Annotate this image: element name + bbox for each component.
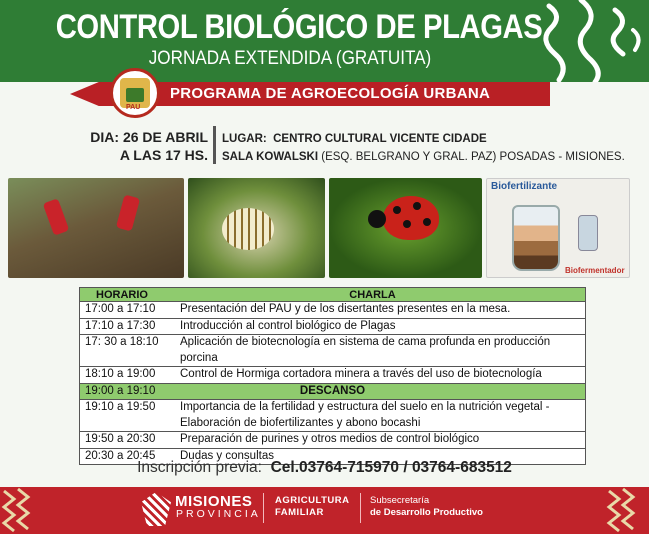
table-row xyxy=(80,432,585,449)
cell-time: 19:10 a 19:50 xyxy=(85,401,156,413)
event-place-block xyxy=(222,130,625,166)
footer-subsecretaria xyxy=(370,495,483,519)
program-title: PROGRAMA DE AGROECOLOGÍA URBANA xyxy=(170,85,491,102)
gas-bottle-icon xyxy=(578,215,598,251)
footer-sub-line2: de Desarrollo Productivo xyxy=(370,507,483,518)
footer-divider xyxy=(263,493,264,523)
photo-farm-workers xyxy=(8,178,184,278)
table-row xyxy=(80,335,585,367)
cell-talk: Control de Hormiga cortadora minera a través del uso de biotecnología xyxy=(180,368,542,380)
col-header-talk: CHARLA xyxy=(349,289,396,301)
ladybug-head-icon xyxy=(368,210,386,228)
event-date: DIA: 26 DE ABRIL xyxy=(90,129,208,145)
fermenter-jar-icon xyxy=(512,205,560,271)
col-header-time: HORARIO xyxy=(96,289,148,301)
cell-time: 18:10 a 19:00 xyxy=(85,368,156,380)
event-time: A LAS 17 HS. xyxy=(119,147,208,163)
registration-info xyxy=(0,459,649,477)
place-name: CENTRO CULTURAL VICENTE CIDADE xyxy=(273,133,487,145)
cell-time: 17:10 a 17:30 xyxy=(85,319,156,332)
registration-label: Inscripción previa: xyxy=(137,459,262,476)
table-row xyxy=(80,367,585,384)
footer-org: MISIONES xyxy=(175,493,253,510)
footer-dept-line2: FAMILIAR xyxy=(275,507,324,518)
schedule-table xyxy=(79,287,586,465)
table-row-break xyxy=(80,384,585,401)
footer-divider xyxy=(360,493,361,523)
footer-org-sub: PROVINCIA xyxy=(176,508,261,520)
ladybug-icon xyxy=(383,196,439,240)
footer-dept xyxy=(275,495,349,519)
cell-time: 20:30 a 20:45 xyxy=(85,449,156,462)
table-row xyxy=(80,400,585,432)
event-date-block xyxy=(80,128,208,164)
table-header xyxy=(80,288,585,302)
cell-time: 19:00 a 19:10 xyxy=(85,384,156,397)
cell-talk: Dudas y consultas xyxy=(180,449,274,462)
cell-talk: Presentación del PAU y de los disertantes presentes en la mesa. xyxy=(180,303,511,315)
diagram-label: Biofermentador xyxy=(565,266,625,275)
cell-time: 17: 30 a 18:10 xyxy=(85,336,159,348)
table-row xyxy=(80,302,585,319)
place-label: LUGAR: xyxy=(222,133,267,145)
diagram-title: Biofertilizante xyxy=(491,181,558,192)
footer-sub-line1: Subsecretaría xyxy=(370,495,430,506)
registration-phones: Cel.03764-715970 / 03764-683512 xyxy=(270,459,512,476)
footer-dept-line1: AGRICULTURA xyxy=(275,495,350,506)
cell-time: 19:50 a 20:30 xyxy=(85,433,156,445)
cell-talk: Importancia de la fertilidad y estructura del suelo en la nutrición vegetal - Elaboración de biofertilizantes y abono bocashi xyxy=(180,401,550,429)
address: (ESQ. BELGRANO Y GRAL. PAZ) POSADAS - MISIONES. xyxy=(321,151,625,163)
cell-talk: DESCANSO xyxy=(299,384,366,397)
table-row xyxy=(80,319,585,336)
cell-talk: Introducción al control biológico de Plagas xyxy=(180,319,396,332)
room-name: SALA KOWALSKI xyxy=(222,151,319,163)
zigzag-decoration-icon xyxy=(605,487,641,534)
page-subtitle: JORNADA EXTENDIDA (GRATUITA) xyxy=(148,48,432,69)
page-title: CONTROL BIOLÓGICO DE PLAGAS xyxy=(55,8,543,46)
cell-time: 17:00 a 17:10 xyxy=(85,303,156,315)
decorative-swirl-icon xyxy=(529,0,649,82)
zigzag-decoration-icon xyxy=(0,487,36,534)
cell-talk: Aplicación de biotecnología en sistema de cama profunda en producción porcina xyxy=(180,336,551,364)
insect-shell-icon xyxy=(222,208,274,250)
divider xyxy=(213,126,216,164)
logo-label: PAU xyxy=(126,104,141,111)
cell-talk: Preparación de purines y otros medios de control biológico xyxy=(180,433,480,445)
